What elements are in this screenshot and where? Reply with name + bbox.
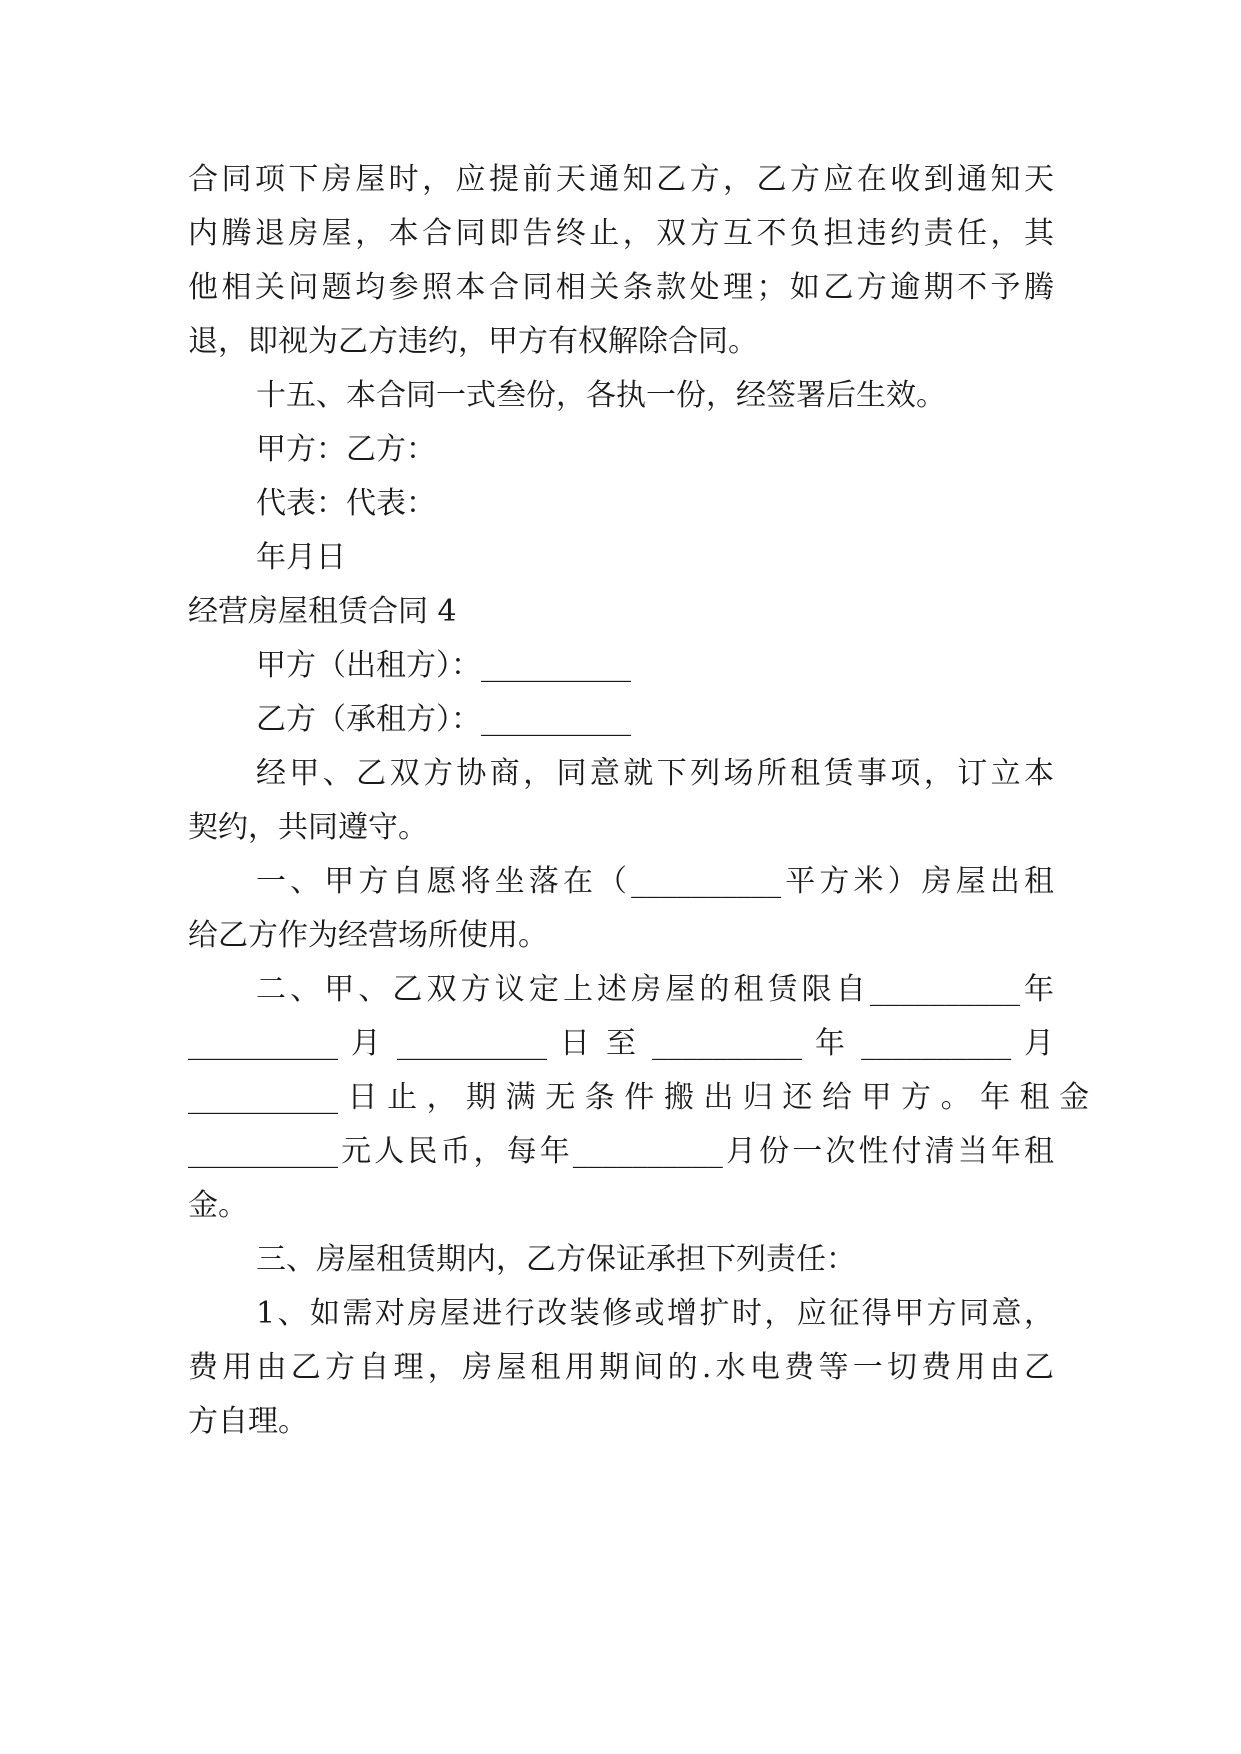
text-line: __________ 日 止 ， 期 满 无 条 件 搬 出 归 还 给 甲 方 。 年 租 金	[188, 1080, 1090, 1115]
signature-date: 年月日	[256, 540, 346, 575]
signature-representatives: 代表：代表：	[256, 486, 436, 521]
clause-one: 一、甲方自愿将坐落在（__________平方米）房屋出租	[256, 864, 1054, 899]
text-line: 内腾退房屋，本合同即告终止，双方互不负担违约责任，其	[188, 216, 1054, 251]
text-line: 他相关问题均参照本合同相关条款处理；如乙方逾期不予腾	[188, 270, 1054, 305]
party-b-lessee: 乙方（承租方）：__________	[256, 702, 631, 737]
text-line: 合同项下房屋时，应提前天通知乙方，乙方应在收到通知天	[188, 162, 1054, 197]
preamble-line: 经甲、乙双方协商，同意就下列场所租赁事项，订立本	[256, 756, 1054, 791]
clause-three: 三、房屋租赁期内，乙方保证承担下列责任：	[256, 1242, 856, 1277]
clause-three-item-one: 1、如需对房屋进行改装修或增扩时，应征得甲方同意，	[256, 1296, 1054, 1331]
party-a-lessor: 甲方（出租方）：__________	[256, 648, 631, 683]
text-line: 费用由乙方自理，房屋租用期间的.水电费等一切费用由乙	[188, 1350, 1054, 1385]
clause-two: 二、甲、乙双方议定上述房屋的租赁限自__________年	[256, 972, 1054, 1007]
text-line: __________元人民币，每年__________月份一次性付清当年租	[188, 1134, 1054, 1169]
clause-fifteen: 十五、本合同一式叁份，各执一份，经签署后生效。	[256, 378, 946, 413]
text-line: 契约，共同遵守。	[188, 810, 428, 845]
text-line: 方自理。	[188, 1404, 308, 1439]
text-line: 给乙方作为经营场所使用。	[188, 918, 548, 953]
signature-parties: 甲方：乙方：	[256, 432, 436, 467]
contract-title: 经营房屋租赁合同 4	[188, 594, 457, 629]
text-line: 退，即视为乙方违约，甲方有权解除合同。	[188, 324, 758, 359]
text-line: __________ 月 __________ 日 至 __________ 年 __________ 月	[188, 1026, 1054, 1061]
text-line: 金。	[188, 1188, 248, 1223]
